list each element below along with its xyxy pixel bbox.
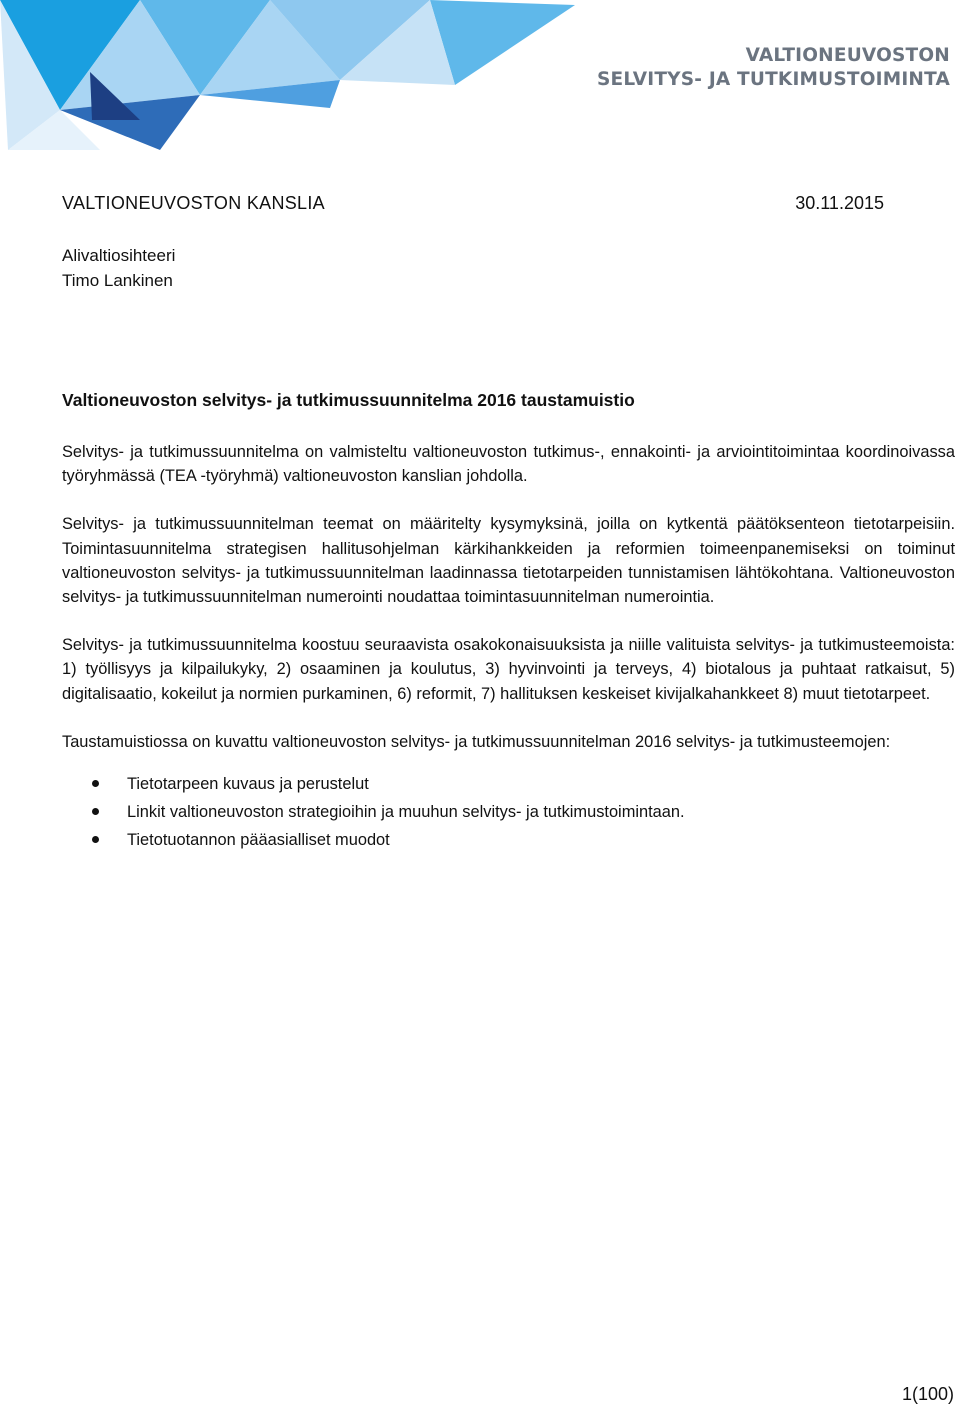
banner-shape [430,0,575,85]
bullet-icon [92,808,99,815]
paragraph: Selvitys- ja tutkimussuunnitelma on valmisteltu valtioneuvoston tutkimus-, ennakointi- ja arviointitoimintaa koordinoivassa työryhmässä (TEA -työryhmä) valtioneuvoston kanslian johdolla. [62,443,955,486]
list-item-text: Tietotuotannon pääasialliset muodot [127,831,390,850]
brand-line-2: SELVITYS- JA TUTKIMUSTOIMINTA [596,69,950,90]
paragraph: Selvitys- ja tutkimussuunnitelman teemat on määritelty kysymyksinä, joilla on kytkentä päätöksenteon tietotarpeisiin. Toimintasuunnitelma strategisen hallitusohjelman kärkihankkeiden ja reformien toimeenpanemiseksi on toiminut valtioneuvoston selvitys- ja tutkimussuunnitelman laadinnassa tietotarpeiden tunnistamisen lähtökohtana. Valtioneuvoston selvitys- ja tutkimussuunnitelman numerointi noudattaa toimintasuunnitelman numerointia. [62,515,955,607]
brand-line-1: VALTIONEUVOSTON [745,45,950,66]
bullet-icon [92,780,99,787]
list-item [62,770,955,798]
sender-name: Timo Lankinen [62,271,173,290]
organization-name: VALTIONEUVOSTON KANSLIA [62,193,325,213]
list-item [62,826,955,854]
brand-logo-text [597,44,950,92]
list-item-text: Linkit valtioneuvoston strategioihin ja muuhun selvitys- ja tutkimustoimintaan. [127,803,685,822]
bullet-list [62,770,955,854]
paragraph: Selvitys- ja tutkimussuunnitelma koostuu seuraavista osakokonaisuuksista ja niille valituista selvitys- ja tutkimusteemoista: 1) työllisyys ja kilpailukyky, 2) osaaminen ja koulutus, 3) hyvinvointi ja terveys, 4) biotalous ja puhtaat ratkaisut, 5) digitalisaatio, kokeilut ja normien purkaminen, 6) reformit, 7) hallituksen keskeiset kivijalkahankkeet 8) muut tietotarpeet. [62,636,955,703]
document-date: 30.11.2015 [795,193,884,213]
paragraph: Taustamuistiossa on kuvattu valtioneuvoston selvitys- ja tutkimussuunnitelman 2016 selvitys- ja tutkimusteemojen: [62,732,891,751]
list-item [62,798,955,826]
sender-role: Alivaltiosihteeri [62,246,176,265]
sender-block [62,243,175,293]
list-item-text: Tietotarpeen kuvaus ja perustelut [127,775,369,794]
decorative-banner [0,0,600,155]
bullet-icon [92,836,99,843]
page-number: 1(100) [901,1384,954,1404]
document-body [62,388,955,854]
document-header [62,193,884,217]
document-title: Valtioneuvoston selvitys- ja tutkimussuunnitelma 2016 taustamuistio [62,390,635,410]
